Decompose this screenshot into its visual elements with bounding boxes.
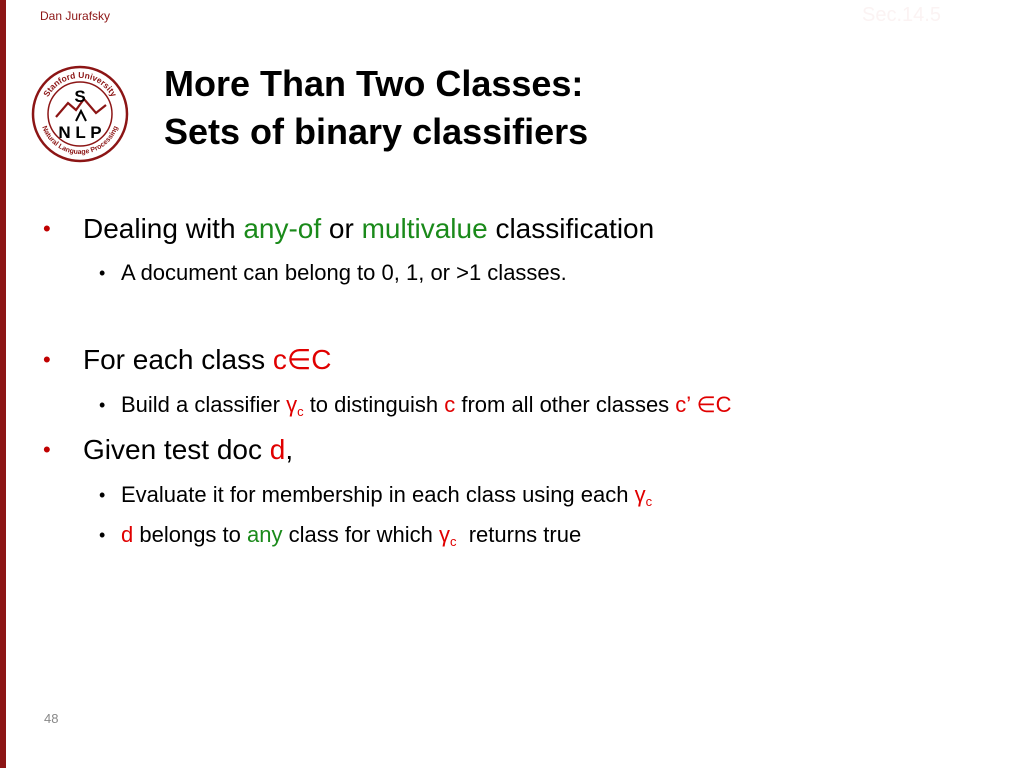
highlight-c-in-c: c∈C <box>272 344 332 375</box>
gamma-c-symbol: $\gamma_c$ <box>634 482 653 509</box>
highlight-c-prime-in-c: c’ ∈C <box>675 392 732 417</box>
sub-bullet-text: Evaluate it for membership in each class using each <box>121 482 635 507</box>
left-accent-bar <box>0 0 6 768</box>
sub-bullet-marker: • <box>99 395 106 415</box>
bullet-text: Dealing with <box>83 213 244 244</box>
sub-bullet-build-classifier <box>99 391 732 426</box>
sub-bullet-marker: • <box>99 525 106 545</box>
sub-bullet-document-classes <box>99 259 567 287</box>
sub-bullet-text: from all other classes <box>455 392 676 417</box>
sub-bullet-text: class for which <box>282 522 439 547</box>
gamma-c-symbol: $\gamma_c$ <box>286 392 304 419</box>
bullet-text: Given test doc <box>83 434 270 465</box>
bullet-text: classification <box>487 213 655 244</box>
sub-bullet-d-belongs <box>99 521 582 556</box>
sub-bullet-text: belongs to <box>133 522 247 547</box>
logo-arc-bottom-text: Natural Language Processing <box>40 125 120 157</box>
logo-arc-top-text: Stanford University <box>41 69 119 99</box>
logo-nlp-letters: N L P <box>58 123 102 142</box>
bullet-text: or <box>321 213 362 244</box>
sub-bullet-marker: • <box>99 485 106 505</box>
bullet-any-of <box>43 212 655 246</box>
stanford-nlp-logo <box>30 47 130 181</box>
title-line-1: More Than Two Classes: <box>164 63 584 104</box>
bullet-text: For each class <box>83 344 273 375</box>
logo-tree-icon <box>76 111 86 121</box>
sub-bullet-text: returns true <box>456 522 582 547</box>
sub-bullet-text: to distinguish <box>303 392 445 417</box>
gamma-c-symbol: $\gamma_c$ <box>438 522 457 549</box>
page-number: 48 <box>44 711 59 726</box>
sub-bullet-text: A document can belong to 0, 1, or >1 classes. <box>121 260 567 285</box>
slide-title <box>164 60 588 156</box>
bullet-marker: • <box>43 437 51 462</box>
sub-bullet-evaluate <box>99 481 653 516</box>
bullet-for-each-class <box>43 343 332 377</box>
highlight-any: any <box>247 522 283 547</box>
highlight-d: d <box>121 522 134 547</box>
bullet-text: , <box>285 434 294 465</box>
logo-s-letter: S <box>74 87 86 106</box>
title-line-2: Sets of binary classifiers <box>164 111 589 152</box>
sub-bullet-marker: • <box>99 263 106 283</box>
section-label: Sec.14.5 <box>862 4 941 26</box>
bullet-given-test-doc <box>43 433 294 467</box>
highlight-d: d <box>269 434 286 465</box>
sub-bullet-text: Build a classifier <box>121 392 287 417</box>
bullet-marker: • <box>43 216 51 241</box>
bullet-marker: • <box>43 347 51 372</box>
highlight-multivalue: multivalue <box>361 213 488 244</box>
author-label: Dan Jurafsky <box>40 9 111 23</box>
highlight-any-of: any-of <box>243 213 322 244</box>
highlight-c: c <box>444 392 456 417</box>
